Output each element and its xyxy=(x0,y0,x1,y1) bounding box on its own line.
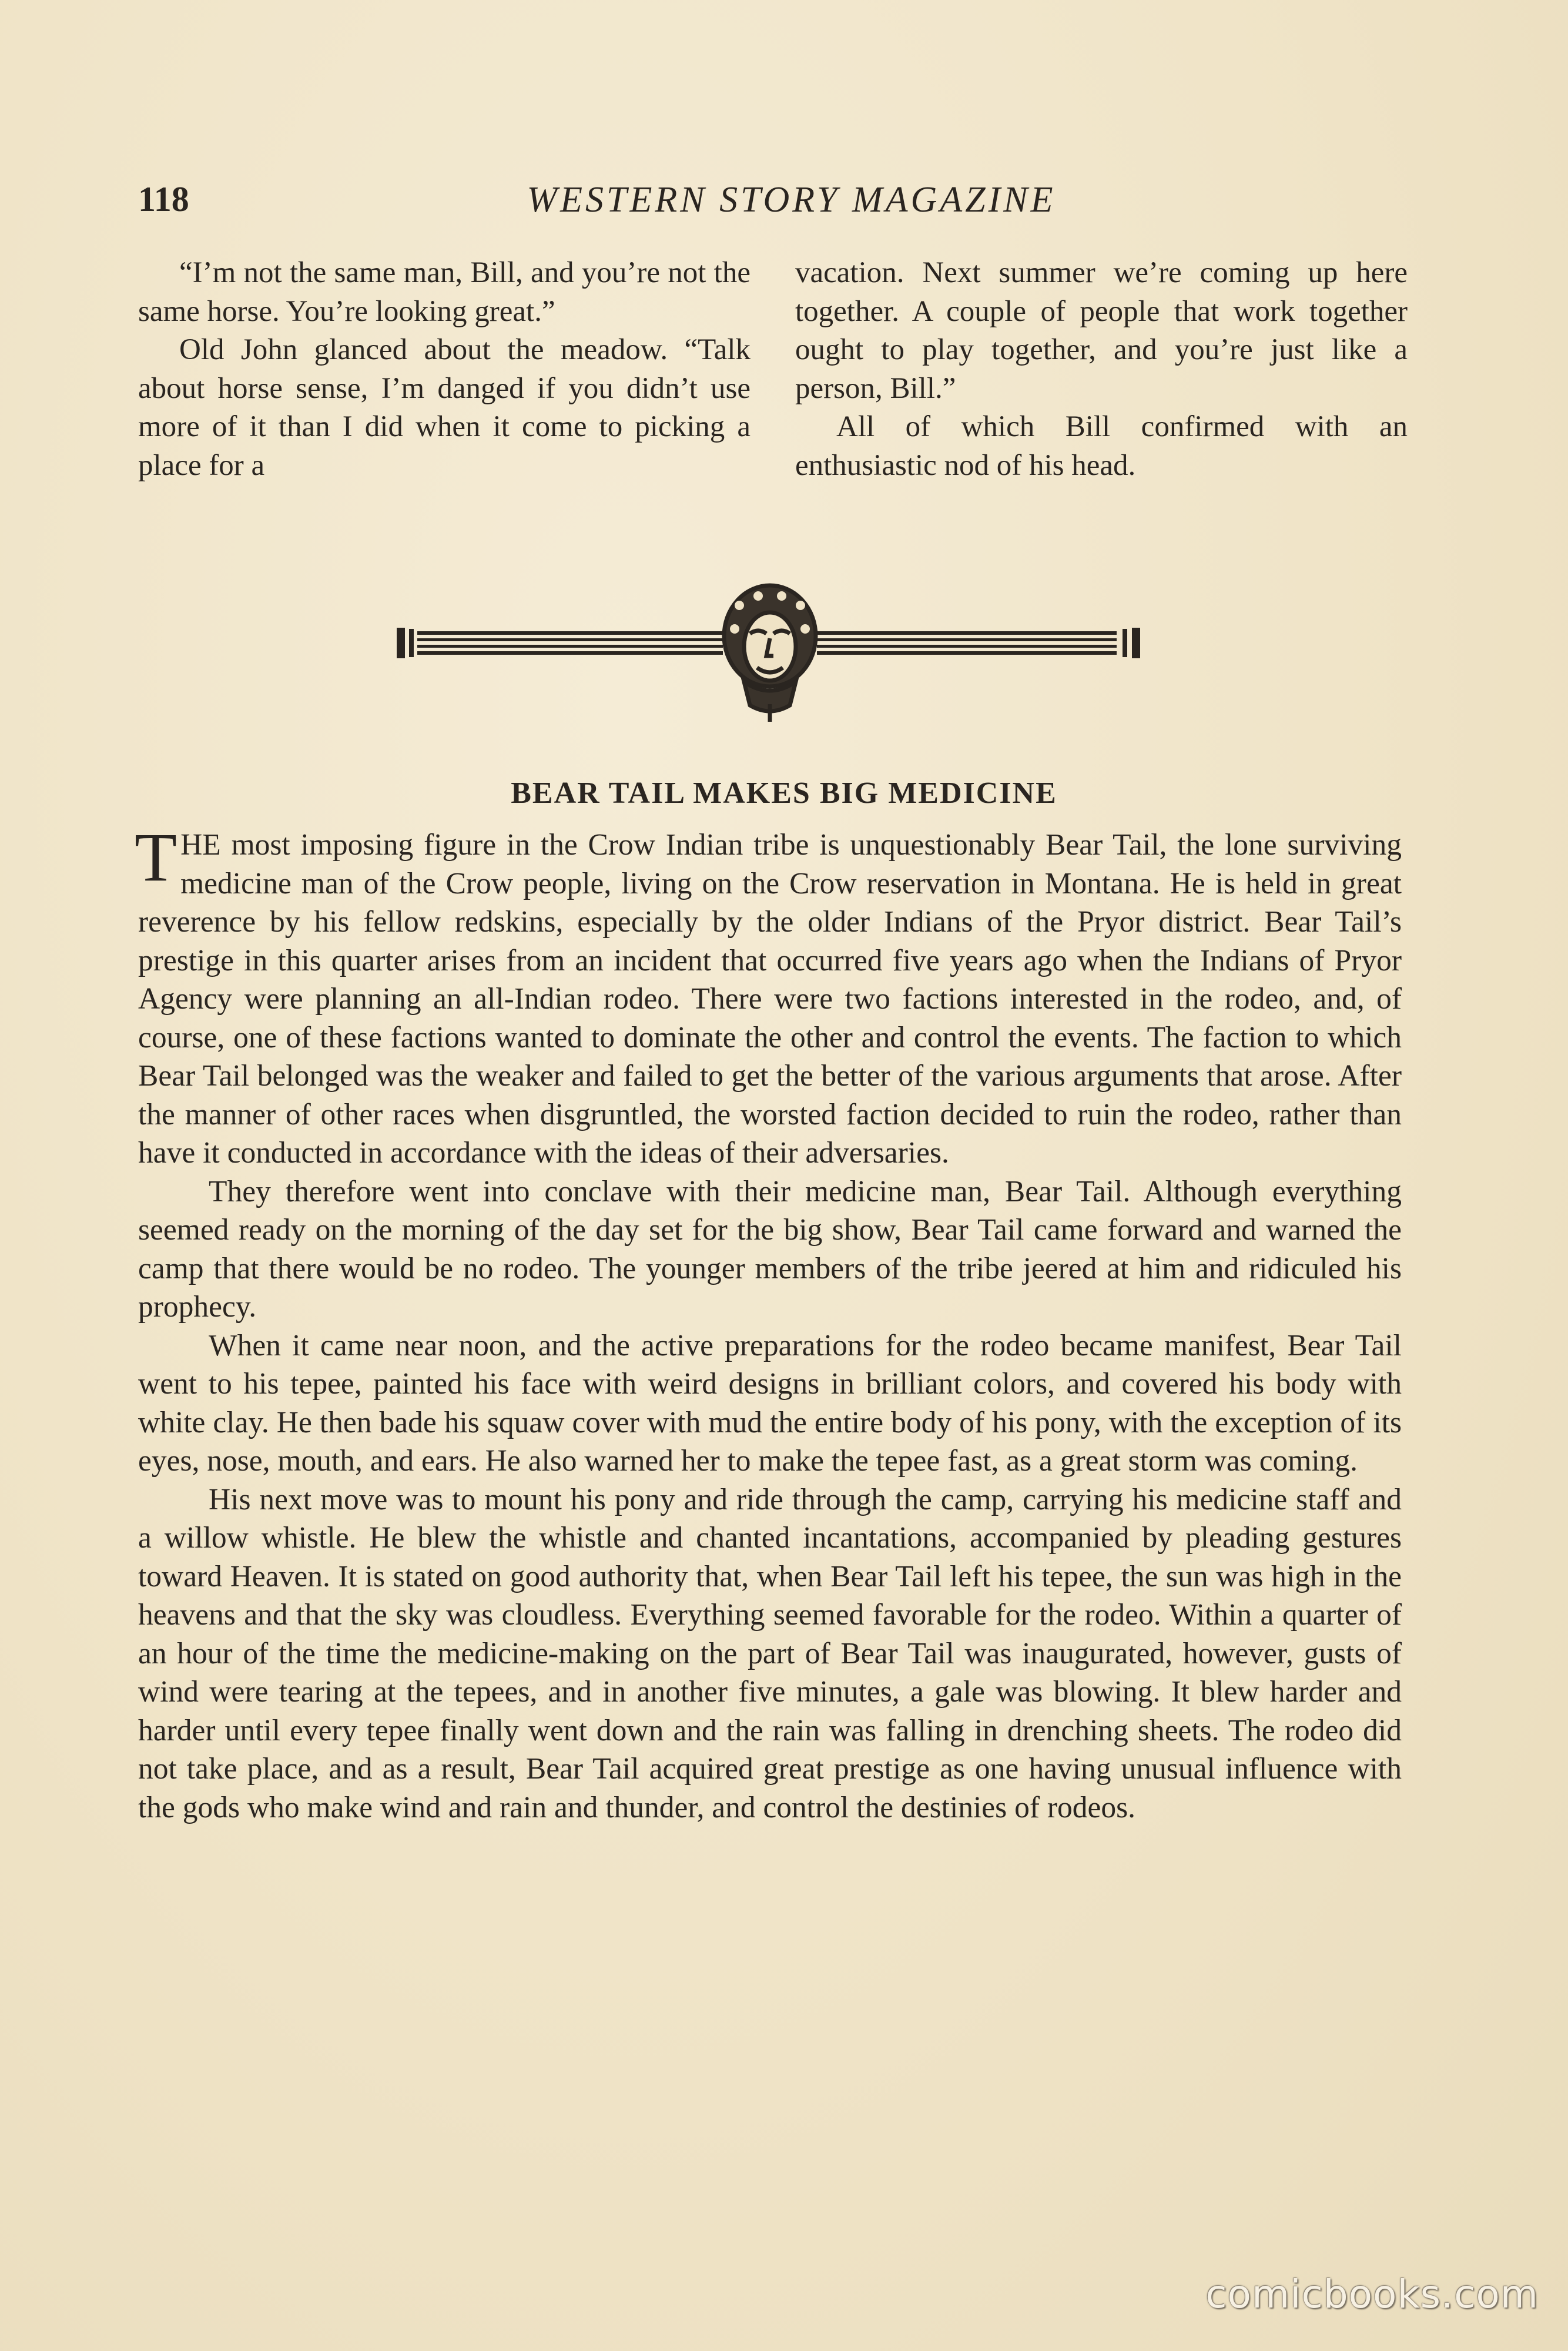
left-column xyxy=(138,254,751,530)
left-column-paragraph-1: “I’m not the same man, Bill, and you’re not the same horse. You’re looking great.” xyxy=(138,256,751,328)
page-number: 118 xyxy=(138,180,189,219)
right-column-paragraph-1: vacation. Next summer we’re coming up here together. A couple of people that work together ought to play together, and you’re just like a person, Bill.” xyxy=(795,256,1408,405)
story-ending-columns xyxy=(138,254,1408,530)
running-head: WESTERN STORY MAGAZINE xyxy=(527,180,1056,220)
article-paragraph-4: His next move was to mount his pony and ride through the camp, carrying his medicine staff and a willow whistle. He blew the whistle and chanted incantations, accompanied by pleading gestures toward Heaven. It is stated on good authority that, when Bear Tail left his tepee, the sun was high in the heavens and that the sky was cloudless. Everything seemed favorable for the rodeo. Within a quarter of an hour of the time the medicine-making on the part of Bear Tail was inaugurated, however, gusts of wind were tearing at the tepees, and in another five minutes, a gale was blowing. It blew harder and harder until every tepee finally went down and the rain was falling in drenching sheets. The rodeo did not take place, and as a result, Bear Tail acquired great prestige as one having unusual influence with the gods who make wind and rain and thunder, and control the destinies of rodeos. xyxy=(138,1482,1402,1824)
site-watermark: comicbooks.com xyxy=(1205,2272,1539,2317)
page-header xyxy=(138,179,1409,226)
right-column-paragraph-2: All of which Bill confirmed with an enthusiastic nod of his head. xyxy=(795,410,1408,482)
article-paragraph-3: When it came near noon, and the active preparations for the rodeo became manifest, Bear Tail went to his tepee, painted his face with weird designs in brilliant colors, and covered his body with white clay. He then bade his squaw cover with mud the entire body of his pony, with the exception of its eyes, nose, mouth, and ears. He also warned her to make the tepee fast, as a great storm was coming. xyxy=(138,1328,1402,1478)
article-paragraph-2: They therefore went into conclave with their medicine man, Bear Tail. Although everything seemed ready on the morning of the day set for the big show, Bear Tail came forward and warned the camp that there would be no rodeo. The younger members of the tribe jeered at him and ridiculed his prophecy. xyxy=(138,1174,1402,1324)
article-paragraph-1 xyxy=(135,819,1402,1173)
right-column xyxy=(795,254,1408,530)
article-title: BEAR TAIL MAKES BIG MEDICINE xyxy=(511,776,1057,810)
article-paragraph-1-text: HE most imposing figure in the Crow Indian tribe is unquestionably Bear Tail, the lone surviving medicine man of the Crow people, living on the Crow reservation in Montana. He is held in great reverence by his fellow redskins, especially by the older Indians of the Pryor district. Bear Tail’s prestige in this quarter arises from an incident that occurred five years ago when the Indians of Pryor Agency were planning an all-Indian rodeo. There were two factions interested in the rodeo, and, of course, one of these factions wanted to dominate the other and control the events. The faction to which Bear Tail belonged was the weaker and failed to get the better of the various arguments that arose. After the manner of other races when disgruntled, the worsted faction decided to ruin the rodeo, rather than have it conducted in accordance with the ideas of their adversaries. xyxy=(138,828,1402,1170)
left-column-paragraph-2: Old John glanced about the meadow. “Talk about horse sense, I’m danged if you didn’t use more of it than I did when it come to picking a place for a xyxy=(138,333,751,482)
indian-head-ornament-icon xyxy=(394,582,1146,735)
article-body xyxy=(135,819,1402,1827)
drop-cap: T xyxy=(135,819,177,896)
